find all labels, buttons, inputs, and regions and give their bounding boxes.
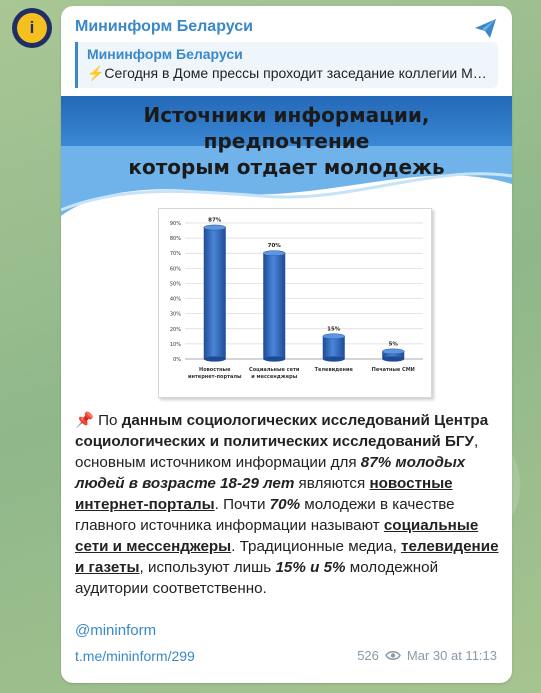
y-tick-label: 40%: [169, 296, 181, 303]
bar: [204, 228, 226, 359]
y-tick-label: 60%: [169, 266, 181, 273]
y-tick-label: 90%: [169, 221, 181, 227]
post-text: [75, 410, 499, 599]
text-underline: социальные сети и мессенджеры: [75, 517, 479, 555]
y-tick-label: 20%: [169, 326, 181, 333]
text-segment: По: [93, 412, 122, 429]
banner-title-line1: Источники информации, предпочтение: [143, 103, 430, 153]
post-date: Mar 30 at 11:13: [406, 648, 497, 663]
banner-title-line2: которым отдает молодежь: [128, 155, 445, 179]
channel-avatar[interactable]: [12, 8, 52, 48]
eye-icon: [385, 650, 401, 661]
text-segment: . Традиционные медиа,: [231, 538, 402, 555]
forward-source-name: Мининформ Беларуси: [87, 46, 243, 62]
banner-title: [61, 102, 512, 180]
text-segment: . Почти: [214, 496, 270, 513]
data-label: 5%: [388, 341, 398, 348]
forwarded-preview[interactable]: [75, 42, 498, 88]
y-tick-label: 0%: [173, 357, 181, 363]
data-label: 70%: [267, 243, 281, 250]
text-bold-italic: 15% и 5%: [275, 559, 346, 576]
text-segment: , основным источником информации для: [75, 433, 479, 471]
bar-cap: [204, 225, 226, 230]
text-bold: данным социологических исследований Центра социологических и политических исследований БГУ: [75, 412, 489, 450]
mention-link[interactable]: @mininform: [75, 622, 157, 639]
bar-cap: [323, 334, 345, 339]
bar-base: [382, 356, 404, 361]
text-segment: молодежи в качестве главного источника информации называют: [75, 496, 455, 534]
pin-icon: 📌: [75, 412, 94, 429]
message-card: [61, 6, 512, 683]
bar-cap: [382, 349, 404, 354]
data-label: 15%: [327, 326, 341, 333]
bar-base: [263, 356, 285, 361]
text-underline: телевидение и газеты: [75, 538, 499, 576]
bar-chart: [159, 209, 431, 397]
text-segment: , используют лишь: [139, 559, 276, 576]
x-tick-label: Телевидение: [314, 367, 353, 373]
post-image[interactable]: [61, 96, 512, 406]
x-tick-label: Новостные: [199, 367, 231, 373]
text-segment: являются: [294, 475, 370, 492]
text-bold-italic: 70%: [269, 496, 301, 513]
x-tick-label: интернет-порталы: [187, 374, 242, 380]
post-meta: [357, 648, 497, 663]
y-tick-label: 30%: [169, 311, 181, 318]
chart-container: [158, 208, 432, 398]
avatar-logo: i: [17, 13, 47, 43]
share-icon[interactable]: [474, 18, 498, 40]
y-tick-label: 50%: [169, 281, 181, 288]
y-tick-label: 80%: [169, 236, 181, 243]
y-tick-label: 10%: [169, 341, 181, 348]
text-bold-italic: 87% молодых людей в возрасте 18-29 лет: [75, 454, 466, 492]
text-underline: новостные интернет-порталы: [75, 475, 453, 513]
forward-preview-text: ⚡Сегодня в Доме прессы проходит заседание коллегии М…: [87, 65, 487, 81]
bar-base: [323, 356, 345, 361]
x-tick-label: и мессенджеры: [251, 374, 298, 380]
text-segment: молодежной аудитории соответственно.: [75, 559, 439, 597]
data-label: 87%: [208, 217, 222, 224]
view-count: 526: [357, 648, 379, 663]
x-tick-label: Печатные СМИ: [371, 367, 415, 373]
x-tick-label: Социальные сети: [249, 367, 300, 373]
bar-base: [204, 356, 226, 361]
bar-cap: [263, 251, 285, 256]
bar: [263, 253, 285, 359]
bar: [323, 336, 345, 359]
channel-name[interactable]: Мининформ Беларуси: [75, 18, 253, 35]
y-tick-label: 70%: [169, 251, 181, 258]
post-link[interactable]: t.me/mininform/299: [75, 648, 195, 664]
